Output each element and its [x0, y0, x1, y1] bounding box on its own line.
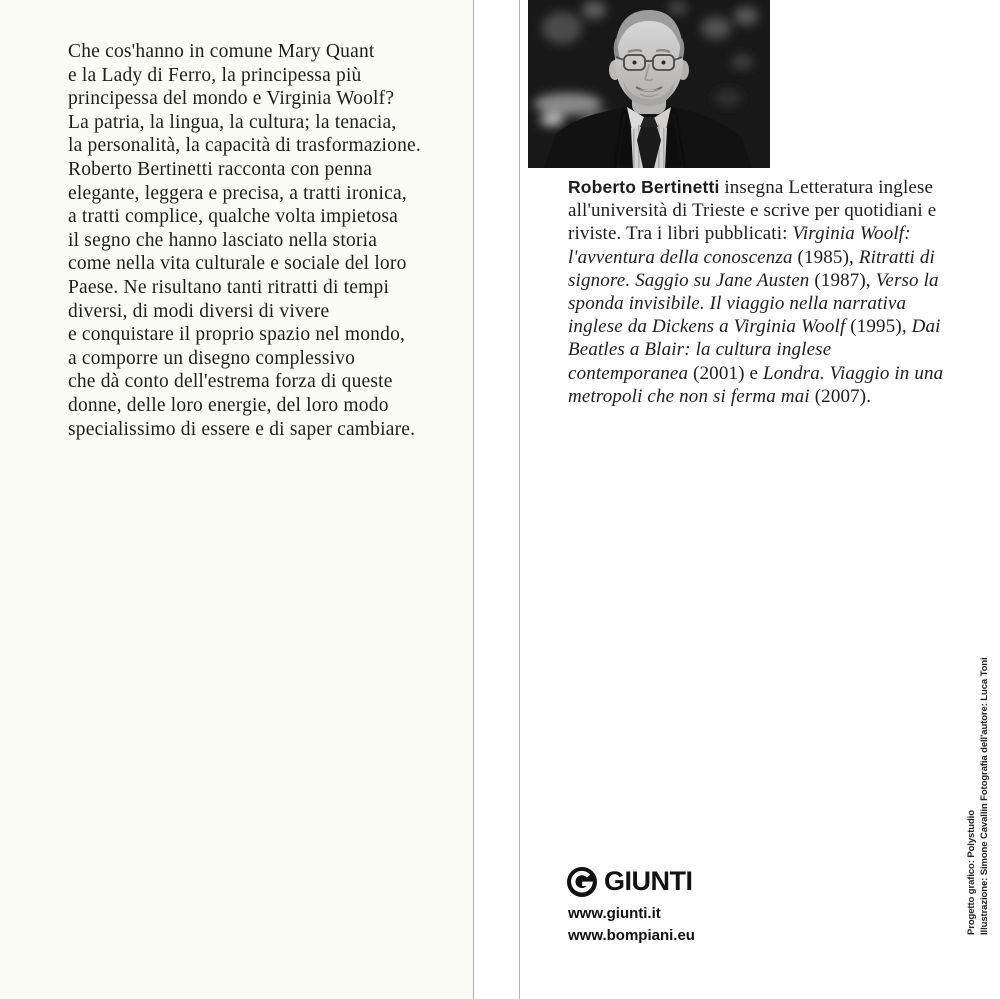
blurb-line: a comporre un disegno complessivo — [68, 347, 356, 369]
publisher-block — [567, 866, 693, 897]
credit-design: Progetto grafico: Polystudio — [966, 810, 977, 935]
bio-segment: Virginia Woolf: l'avventura della conoscenza — [568, 223, 911, 268]
blurb-line: donne, delle loro energie, del loro modo — [68, 394, 389, 416]
blurb-line: elegante, leggera e precisa, a tratti ironica, — [68, 182, 407, 204]
credits-vertical — [965, 657, 991, 935]
bio-segment: Dai Beatles a Blair: la cultura inglese contemporanea — [568, 316, 941, 384]
website-giunti: www.giunti.it — [568, 905, 661, 922]
bio-segment: (2001) e — [688, 362, 763, 384]
blurb-line: la personalità, la capacità di trasformazione. — [68, 135, 421, 157]
blurb-line: diversi, di modi diversi di vivere — [68, 300, 330, 322]
blurb-line: principessa del mondo e Virginia Woolf? — [68, 88, 395, 110]
bio-segment: Roberto Bertinetti — [568, 177, 720, 197]
blurb-line: e la Lady di Ferro, la principessa più — [68, 64, 362, 86]
blurb-line: Che cos'hanno in comune Mary Quant — [68, 41, 375, 62]
right-flap — [520, 0, 1000, 999]
bio-segment: insegna Letteratura inglese all'università di Trieste e scrive per quotidiani e riviste. Tra i libri pubblicati: — [568, 177, 937, 245]
author-photo — [528, 0, 770, 168]
bio-segment: (1985), — [792, 246, 859, 268]
blurb-line: Roberto Bertinetti racconta con penna — [68, 158, 373, 180]
blurb-line: Paese. Ne risultano tanti ritratti di tempi — [68, 276, 390, 298]
bio-segment: (2007). — [809, 385, 872, 407]
left-flap — [0, 0, 473, 999]
bio-segment: Verso la sponda invisibile. Il viaggio nella narrativa inglese da Dickens a Virginia Woolf — [568, 269, 939, 338]
giunti-logo-text: GIUNTI — [604, 866, 693, 896]
blurb-line: il segno che hanno lasciato nella storia — [68, 229, 378, 251]
bio-segment: Londra. Viaggio in una metropoli che non si ferma mai — [568, 362, 944, 407]
bio-segment: (1987), — [809, 269, 876, 291]
blurb-line: e conquistare il proprio spazio nel mondo, — [68, 324, 406, 346]
bio-segment: Ritratti di signore. Saggio su Jane Austen — [568, 246, 935, 291]
website-links — [568, 903, 695, 946]
website-bompiani: www.bompiani.eu — [568, 926, 695, 944]
author-portrait-illustration — [528, 0, 770, 168]
blurb-line: specialissimo di essere e di saper cambiare. — [68, 418, 416, 440]
blurb-line: La patria, la lingua, la cultura; la tenacia, — [68, 111, 397, 133]
author-bio — [568, 176, 950, 408]
bio-segment: (1995), — [845, 316, 912, 338]
giunti-logo-icon — [567, 867, 597, 897]
blurb-line: come nella vita culturale e sociale del loro — [68, 253, 407, 275]
blurb-line: a tratti complice, qualche volta impietosa — [68, 206, 399, 228]
blurb-text — [68, 40, 470, 441]
credit-illustration-photo: Illustrazione: Simone Cavallin Fotografia dell'autore: Luca Toni — [979, 657, 990, 935]
fold-line-left — [473, 0, 474, 999]
blurb-line: che dà conto dell'estrema forza di queste — [68, 371, 393, 393]
